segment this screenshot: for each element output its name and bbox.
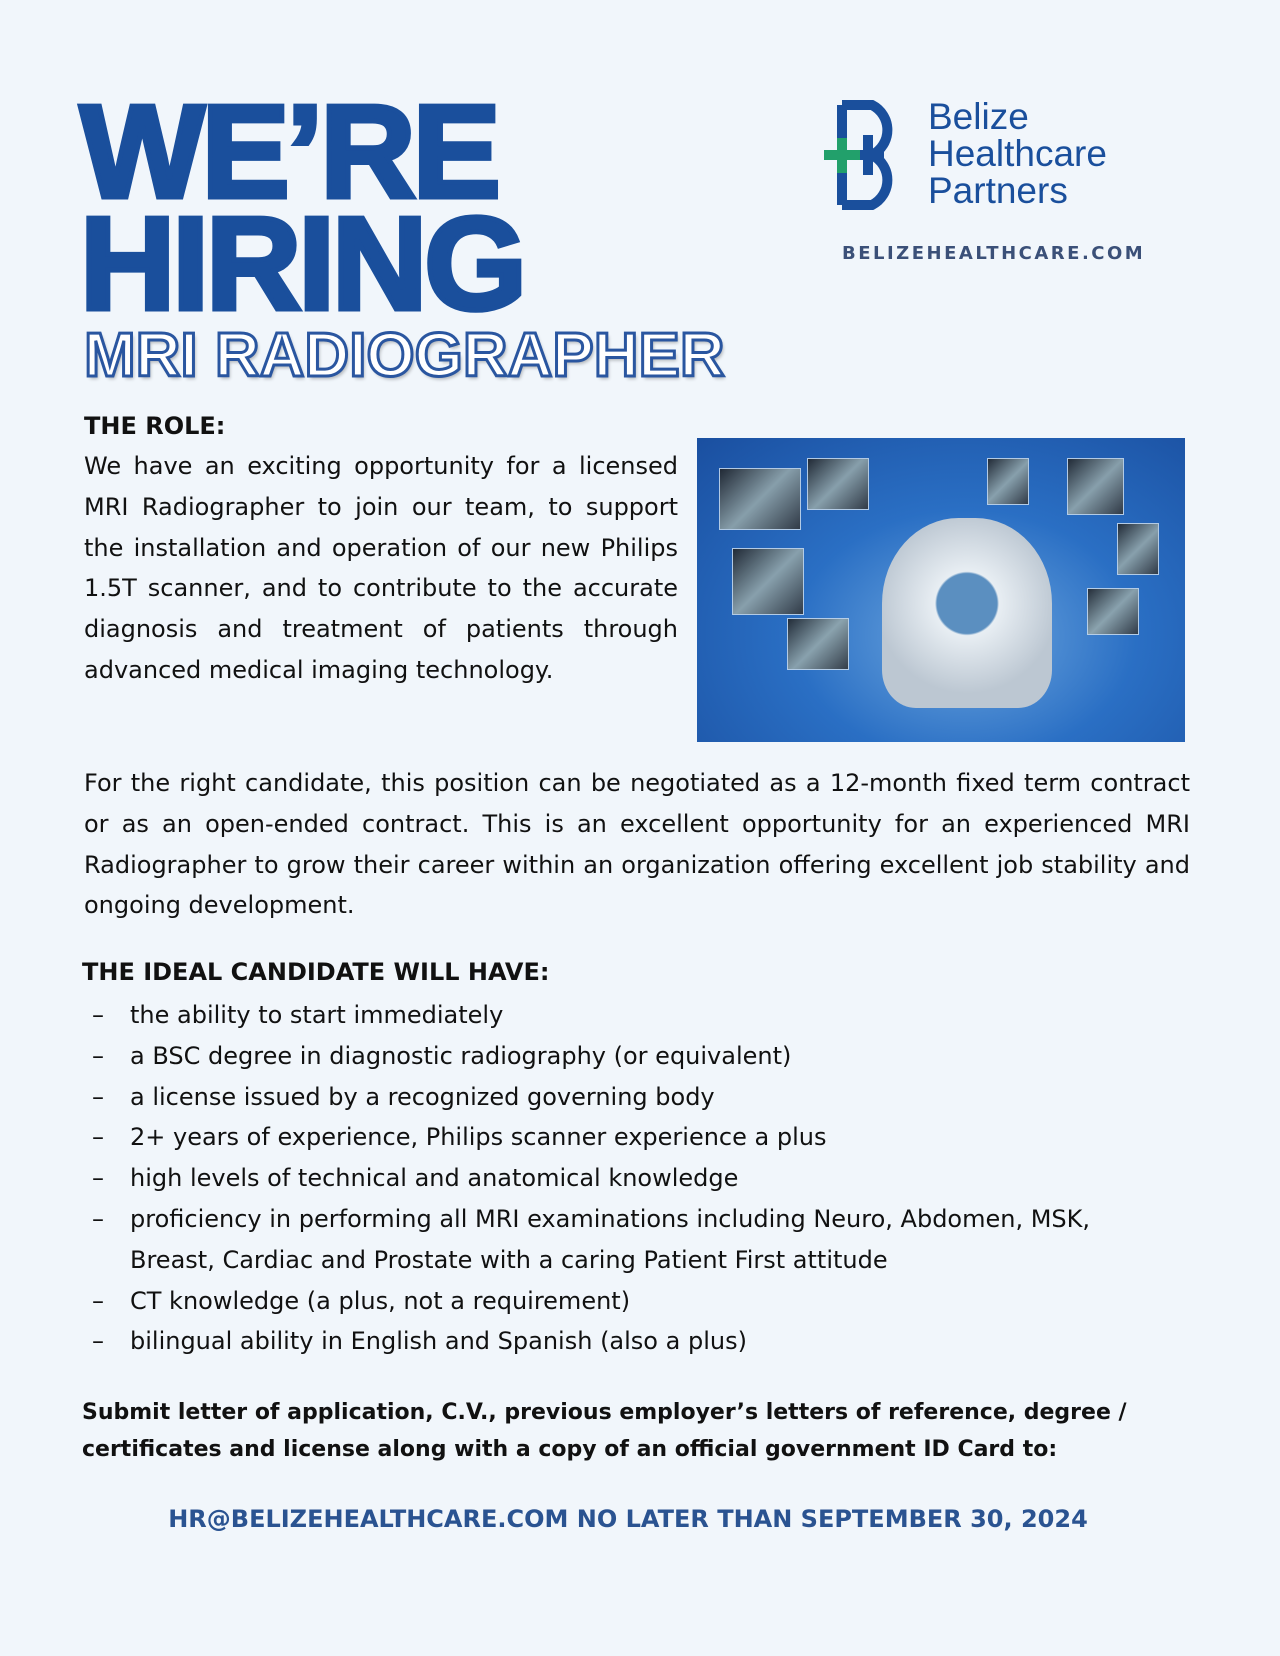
role-heading: THE ROLE: xyxy=(84,412,226,440)
submit-instructions: Submit letter of application, C.V., previous employer’s letters of reference, degree / certificates and license along with a copy of an official government ID Card to: xyxy=(82,1400,1127,1462)
headline-hiring: HIRING xyxy=(80,190,524,337)
logo-mark-icon xyxy=(822,100,922,212)
website-link[interactable]: BELIZEHEALTHCARE.COM xyxy=(842,243,1146,264)
candidate-list xyxy=(84,995,1164,1362)
position-title: MRI RADIOGRAPHER xyxy=(84,321,725,390)
list-item: – a BSC degree in diagnostic radiography (or equivalent) xyxy=(92,1041,792,1070)
list-item: – bilingual ability in English and Spanish (also a plus) xyxy=(92,1327,747,1356)
list-item: – CT knowledge (a plus, not a requirement) xyxy=(92,1286,631,1315)
list-item: – high levels of technical and anatomical knowledge xyxy=(92,1164,739,1193)
role-paragraph-1: We have an exciting opportunity for a licensed MRI Radiographer to join our team, to support the installation and operation of our new Philips 1.5T scanner, and to contribute to the accurate diagnosis and treatment of patients through advanced medical imaging technology. xyxy=(84,452,678,684)
list-item: – a license issued by a recognized governing body xyxy=(92,1082,715,1111)
mri-scanner-image xyxy=(697,438,1185,742)
logo-line-3: Partners xyxy=(928,170,1068,211)
application-email-deadline[interactable]: HR@BELIZEHEALTHCARE.COM NO LATER THAN SEPTEMBER 30, 2024 xyxy=(168,1505,1088,1533)
headline-were: WE’RE xyxy=(80,78,498,225)
logo-line-2: Healthcare xyxy=(928,133,1107,174)
list-item: – the ability to start immediately xyxy=(92,1001,504,1029)
candidate-heading: THE IDEAL CANDIDATE WILL HAVE: xyxy=(82,958,550,986)
list-item: – 2+ years of experience, Philips scanner experience a plus xyxy=(92,1123,827,1152)
role-paragraph-2: For the right candidate, this position can be negotiated as a 12-month fixed term contract or as an open-ended contract. This is an excellent opportunity for an experienced MRI Radiographer to grow their career within an organization offering excellent job stability and ongoing development. xyxy=(84,769,1190,920)
list-item: – proficiency in performing all MRI examinations including Neuro, Abdomen, MSK, Breast, Cardiac and Prostate with a caring Patient First attitude xyxy=(92,1204,1091,1274)
logo-line-1: Belize xyxy=(928,96,1029,137)
logo-wordmark xyxy=(928,98,1107,209)
